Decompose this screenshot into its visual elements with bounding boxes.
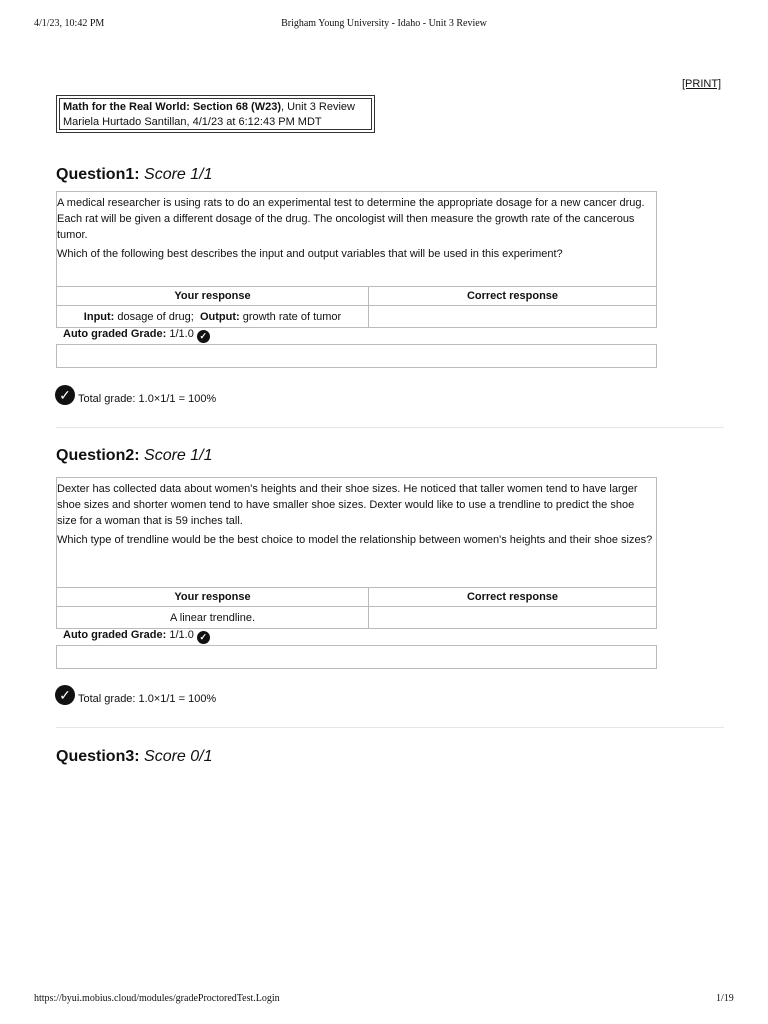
question-1-correct-response: [369, 306, 657, 328]
assignment-info-box: [56, 95, 375, 133]
question-2-correct-response: [369, 607, 657, 629]
correct-response-header: Correct response: [369, 588, 657, 607]
question-2-total-grade: Total grade: 1.0×1/1 = 100%: [78, 693, 217, 705]
check-circle-icon: ✓: [55, 385, 75, 405]
print-datetime: 4/1/23, 10:42 PM: [34, 18, 105, 29]
question-2-grade: Auto graded Grade: 1/1.0 ✓: [63, 629, 210, 644]
question-1-response-table: [56, 286, 657, 328]
question-1-prompt: Which of the following best describes the input and output variables that will be used in this experiment?: [57, 248, 563, 260]
question-2-title: [56, 447, 213, 465]
check-circle-icon: ✓: [197, 330, 210, 343]
course-name: Math for the Real World: Section 68 (W23): [63, 101, 281, 113]
student-line: Mariela Hurtado Santillan, 4/1/23 at 6:12:43 PM MDT: [63, 116, 322, 128]
question-2-text: Dexter has collected data about women's heights and their shoe sizes. He noticed that taller women tend to have larger shoe sizes and shorter women tend to have smaller shoe sizes. Dexter would like to use a trendline to predict the shoe size for a woman that is 59 inches tall.: [57, 483, 638, 527]
check-circle-icon: ✓: [55, 685, 75, 705]
question-1-score: Score 1/1: [144, 166, 213, 183]
assignment-name: , Unit 3 Review: [281, 101, 355, 113]
your-response-header: Your response: [57, 287, 369, 306]
question-2-score: Score 1/1: [144, 447, 213, 464]
correct-response-header: Correct response: [369, 287, 657, 306]
question-2-label: Question2:: [56, 447, 140, 464]
question-1-your-response: Input: dosage of drug; Output: growth rate of tumor: [57, 306, 369, 328]
question-1-label: Question1:: [56, 166, 140, 183]
question-3-title: [56, 748, 213, 766]
question-3-label: Question3:: [56, 748, 140, 765]
question-2-response-table: [56, 587, 657, 629]
question-2-box: [56, 477, 657, 587]
print-page-number: 1/19: [716, 993, 734, 1004]
question-1-total-grade: Total grade: 1.0×1/1 = 100%: [78, 393, 217, 405]
question-divider: [56, 427, 724, 428]
print-link[interactable]: [PRINT]: [682, 78, 722, 90]
question-1-grade: Auto graded Grade: 1/1.0 ✓: [63, 328, 210, 343]
check-circle-icon: ✓: [197, 631, 210, 644]
question-1-text: A medical researcher is using rats to do an experimental test to determine the appropriate dosage for a new cancer drug. Each rat will be given a different dosage of the drug. The oncologist will then measure the growth rate of the cancerous tumor.: [57, 197, 645, 241]
question-1-title: [56, 166, 213, 184]
question-2-prompt: Which type of trendline would be the best choice to model the relationship between women's heights and their shoe sizes?: [57, 534, 653, 546]
your-response-header: Your response: [57, 588, 369, 607]
question-1-box: [56, 191, 657, 286]
question-2-grade-value: 1/1.0: [169, 629, 194, 641]
question-1-grade-value: 1/1.0: [169, 328, 194, 340]
question-2-your-response: A linear trendline.: [57, 607, 369, 629]
print-footer-url: https://byui.mobius.cloud/modules/gradeProctoredTest.Login: [34, 993, 280, 1004]
question-divider: [56, 727, 724, 728]
question-1-feedback-box: [56, 344, 657, 368]
print-title: Brigham Young University - Idaho - Unit 3 Review: [281, 18, 487, 29]
question-3-score: Score 0/1: [144, 748, 213, 765]
question-2-feedback-box: [56, 645, 657, 669]
